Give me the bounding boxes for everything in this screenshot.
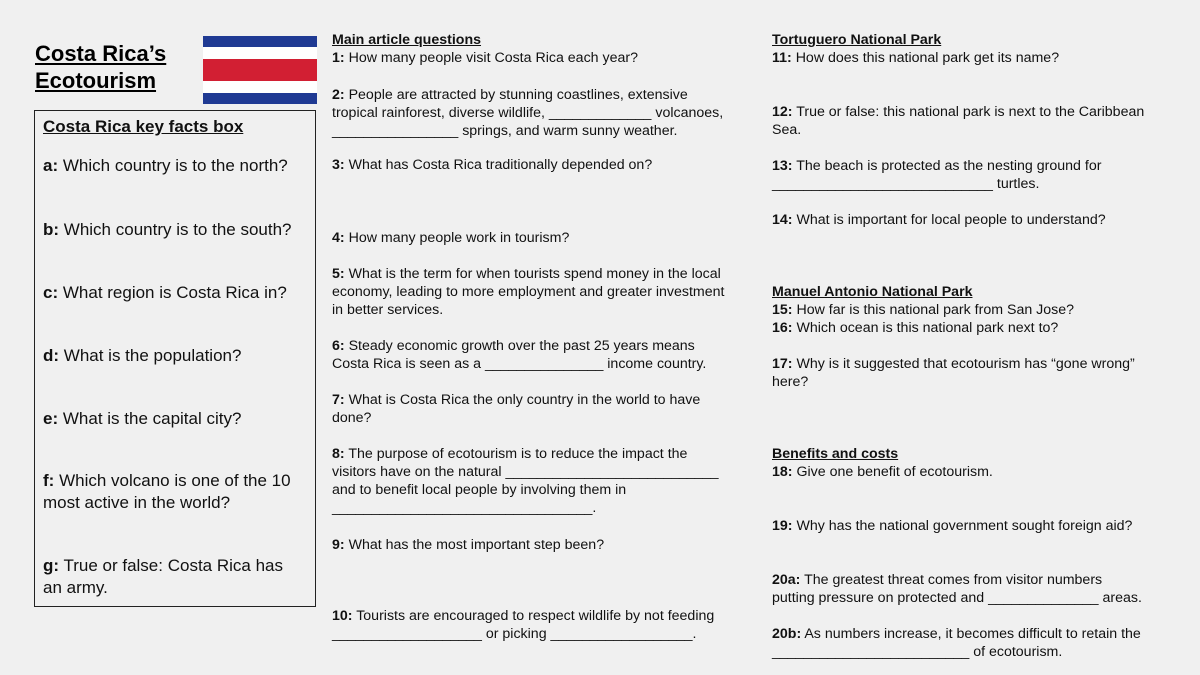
question-text: Steady economic growth over the past 25 years means Costa Rica is seen as a _______________ income country. xyxy=(332,338,707,372)
question-9 xyxy=(332,536,604,554)
fact-label: f: xyxy=(43,471,55,490)
question-text: People are attracted by stunning coastlines, extensive tropical rainforest, diverse wildlife, _____________ volcanoes, ________________ springs, and warm sunny weather. xyxy=(332,87,724,139)
question-text: What is Costa Rica the only country in the world to have done? xyxy=(332,392,701,426)
flag-stripe-white-1 xyxy=(203,47,317,59)
question-label: 1: xyxy=(332,50,345,66)
fact-label: g: xyxy=(43,556,60,575)
question-text: As numbers increase, it becomes difficult to retain the _________________________ of ecotourism. xyxy=(772,626,1141,660)
question-15 xyxy=(772,301,1074,319)
question-text: Why is it suggested that ecotourism has “gone wrong” here? xyxy=(772,356,1135,390)
fact-text: Which volcano is one of the 10 most active in the world? xyxy=(43,471,291,512)
fact-text: Which country is to the north? xyxy=(62,156,288,175)
question-20b xyxy=(772,625,1141,661)
flag-stripe-red xyxy=(203,59,317,81)
key-facts-title: Costa Rica key facts box xyxy=(43,117,244,136)
costa-rica-flag xyxy=(203,36,317,104)
question-label: 9: xyxy=(332,537,345,553)
question-label: 14: xyxy=(772,212,793,228)
fact-label: e: xyxy=(43,409,59,428)
question-17 xyxy=(772,355,1135,391)
fact-text: What is the capital city? xyxy=(62,409,242,428)
question-1 xyxy=(332,49,638,67)
question-text: The greatest threat comes from visitor numbers putting pressure on protected and ______________ areas. xyxy=(772,572,1142,606)
question-label: 3: xyxy=(332,157,345,173)
title-line-2: Ecotourism xyxy=(35,68,157,93)
main-questions-heading: Main article questions xyxy=(332,32,482,48)
question-text: The purpose of ecotourism is to reduce the impact the visitors have on the natural ___________________________ and to benefit local people by involving them in _________________________________. xyxy=(332,446,719,516)
question-text: Give one benefit of ecotourism. xyxy=(796,464,993,480)
flag-stripe-white-2 xyxy=(203,81,317,93)
question-20a xyxy=(772,571,1142,607)
question-text: Why has the national government sought foreign aid? xyxy=(796,518,1133,534)
question-label: 4: xyxy=(332,230,345,246)
question-label: 15: xyxy=(772,302,793,318)
question-label: 18: xyxy=(772,464,793,480)
fact-label: c: xyxy=(43,283,59,302)
fact-d xyxy=(43,345,305,367)
question-12 xyxy=(772,103,1144,139)
question-label: 2: xyxy=(332,87,345,103)
question-19 xyxy=(772,517,1132,535)
question-label: 8: xyxy=(332,446,345,462)
question-13 xyxy=(772,157,1101,193)
question-14 xyxy=(772,211,1106,229)
question-2 xyxy=(332,86,723,140)
fact-text: What region is Costa Rica in? xyxy=(62,283,287,302)
fact-b xyxy=(43,219,305,241)
manuel-antonio-heading: Manuel Antonio National Park xyxy=(772,284,973,300)
question-text: What is the term for when tourists spend money in the local economy, leading to more employment and greater investment in better services. xyxy=(332,266,725,318)
question-18 xyxy=(772,463,993,481)
fact-label: b: xyxy=(43,220,60,239)
question-text: How far is this national park from San Jose? xyxy=(796,302,1075,318)
question-label: 6: xyxy=(332,338,345,354)
fact-label: d: xyxy=(43,346,60,365)
title-line-1: Costa Rica’s xyxy=(35,41,167,66)
question-11 xyxy=(772,49,1059,67)
question-label: 12: xyxy=(772,104,793,120)
question-text: How many people visit Costa Rica each year? xyxy=(348,50,638,66)
question-label: 10: xyxy=(332,608,353,624)
question-label: 11: xyxy=(772,50,792,66)
question-8 xyxy=(332,445,719,517)
question-5 xyxy=(332,265,724,319)
question-text: How many people work in tourism? xyxy=(348,230,570,246)
fact-g xyxy=(43,555,305,599)
question-text: Tourists are encouraged to respect wildlife by not feeding ___________________ or picking __________________. xyxy=(332,608,715,642)
question-3 xyxy=(332,156,652,174)
question-text: Which ocean is this national park next to? xyxy=(796,320,1059,336)
question-4 xyxy=(332,229,569,247)
fact-text: Which country is to the south? xyxy=(63,220,292,239)
question-label: 16: xyxy=(772,320,793,336)
fact-f xyxy=(43,470,305,514)
question-10 xyxy=(332,607,714,643)
question-6 xyxy=(332,337,706,373)
tortuguero-heading: Tortuguero National Park xyxy=(772,32,942,48)
question-label: 13: xyxy=(772,158,793,174)
flag-stripe-top xyxy=(203,36,317,47)
question-text: What is important for local people to understand? xyxy=(796,212,1106,228)
question-7 xyxy=(332,391,700,427)
benefits-heading: Benefits and costs xyxy=(772,446,899,462)
question-label: 19: xyxy=(772,518,793,534)
fact-text: What is the population? xyxy=(63,346,242,365)
question-text: What has Costa Rica traditionally depended on? xyxy=(348,157,653,173)
question-text: The beach is protected as the nesting ground for ____________________________ turtles. xyxy=(772,158,1102,192)
question-label: 5: xyxy=(332,266,345,282)
question-text: True or false: this national park is next to the Caribbean Sea. xyxy=(772,104,1145,138)
page-title xyxy=(35,40,166,94)
fact-e xyxy=(43,408,305,430)
fact-text: True or false: Costa Rica has an army. xyxy=(43,556,283,597)
flag-stripe-bottom xyxy=(203,93,317,104)
key-facts-box xyxy=(34,110,316,607)
question-text: What has the most important step been? xyxy=(348,537,605,553)
fact-label: a: xyxy=(43,156,59,175)
question-text: How does this national park get its name? xyxy=(795,50,1060,66)
question-label: 7: xyxy=(332,392,345,408)
question-label: 20a: xyxy=(772,572,801,588)
fact-a xyxy=(43,155,305,177)
question-label: 17: xyxy=(772,356,793,372)
question-16 xyxy=(772,319,1058,337)
fact-c xyxy=(43,282,305,304)
question-label: 20b: xyxy=(772,626,802,642)
